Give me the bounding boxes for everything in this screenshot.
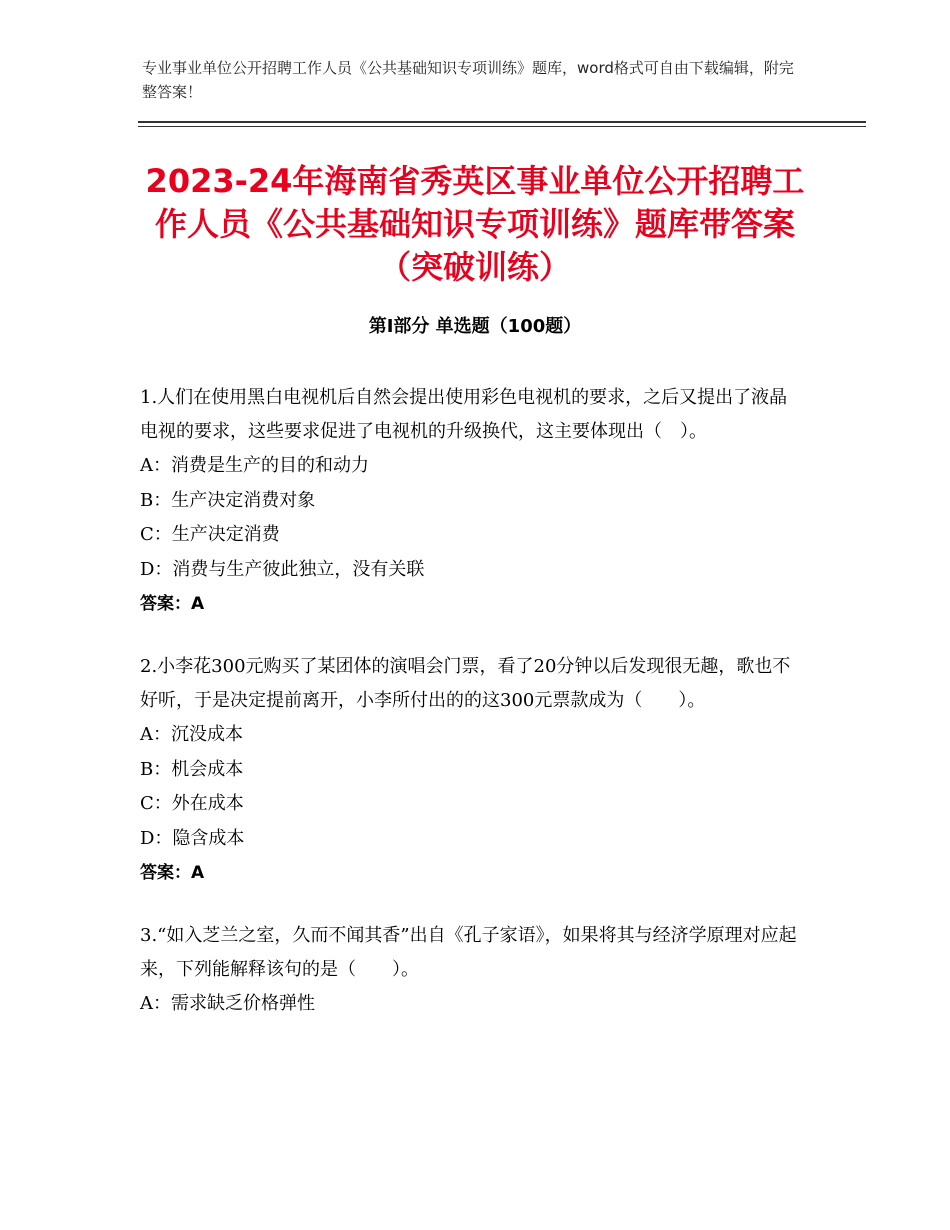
header-divider-thick (138, 121, 866, 123)
document-title: 2023-24年海南省秀英区事业单位公开招聘工作人员《公共基础知识专项训练》题库带答案（突破训练） (145, 162, 805, 286)
option-d: D：消费与生产彼此独立，没有关联 (140, 558, 425, 580)
option-a: A：沉没成本 (140, 724, 243, 745)
answer: 答案：A (140, 863, 205, 883)
question-list (140, 381, 805, 1051)
header-divider-thin (138, 126, 866, 127)
option-c: C：生产决定消费 (140, 524, 280, 545)
option-b: B：生产决定消费对象 (140, 489, 316, 511)
option-d: D：隐含成本 (140, 827, 245, 849)
option-a: A：需求缺乏价格弹性 (140, 993, 315, 1014)
question-3 (140, 919, 805, 1022)
option-a: A：消费是生产的目的和动力 (140, 455, 369, 476)
option-c: C：外在成本 (140, 793, 244, 814)
question-1 (140, 381, 805, 621)
option-b: B：机会成本 (140, 758, 244, 780)
section-title: 第Ⅰ部分 单选题（100题） (368, 316, 582, 337)
question-stem: 1.人们在使用黑白电视机后自然会提出使用彩色电视机的要求，之后又提出了液晶电视的要求，这些要求促进了电视机的升级换代，这主要体现出（ ）。 (140, 387, 788, 442)
question-stem: 3.“如入芝兰之室，久而不闻其香”出自《孔子家语》，如果将其与经济学原理对应起来，下列能解释该句的是（ ）。 (140, 925, 797, 980)
header-note: 专业事业单位公开招聘工作人员《公共基础知识专项训练》题库，word格式可自由下载编辑，附完整答案！ (142, 59, 794, 101)
question-2 (140, 650, 805, 890)
answer: 答案：A (140, 594, 205, 614)
question-stem: 2.小李花300元购买了某团体的演唱会门票，看了20分钟以后发现很无趣，歌也不好听，于是决定提前离开，小李所付出的的这300元票款成为（ ）。 (140, 656, 791, 711)
